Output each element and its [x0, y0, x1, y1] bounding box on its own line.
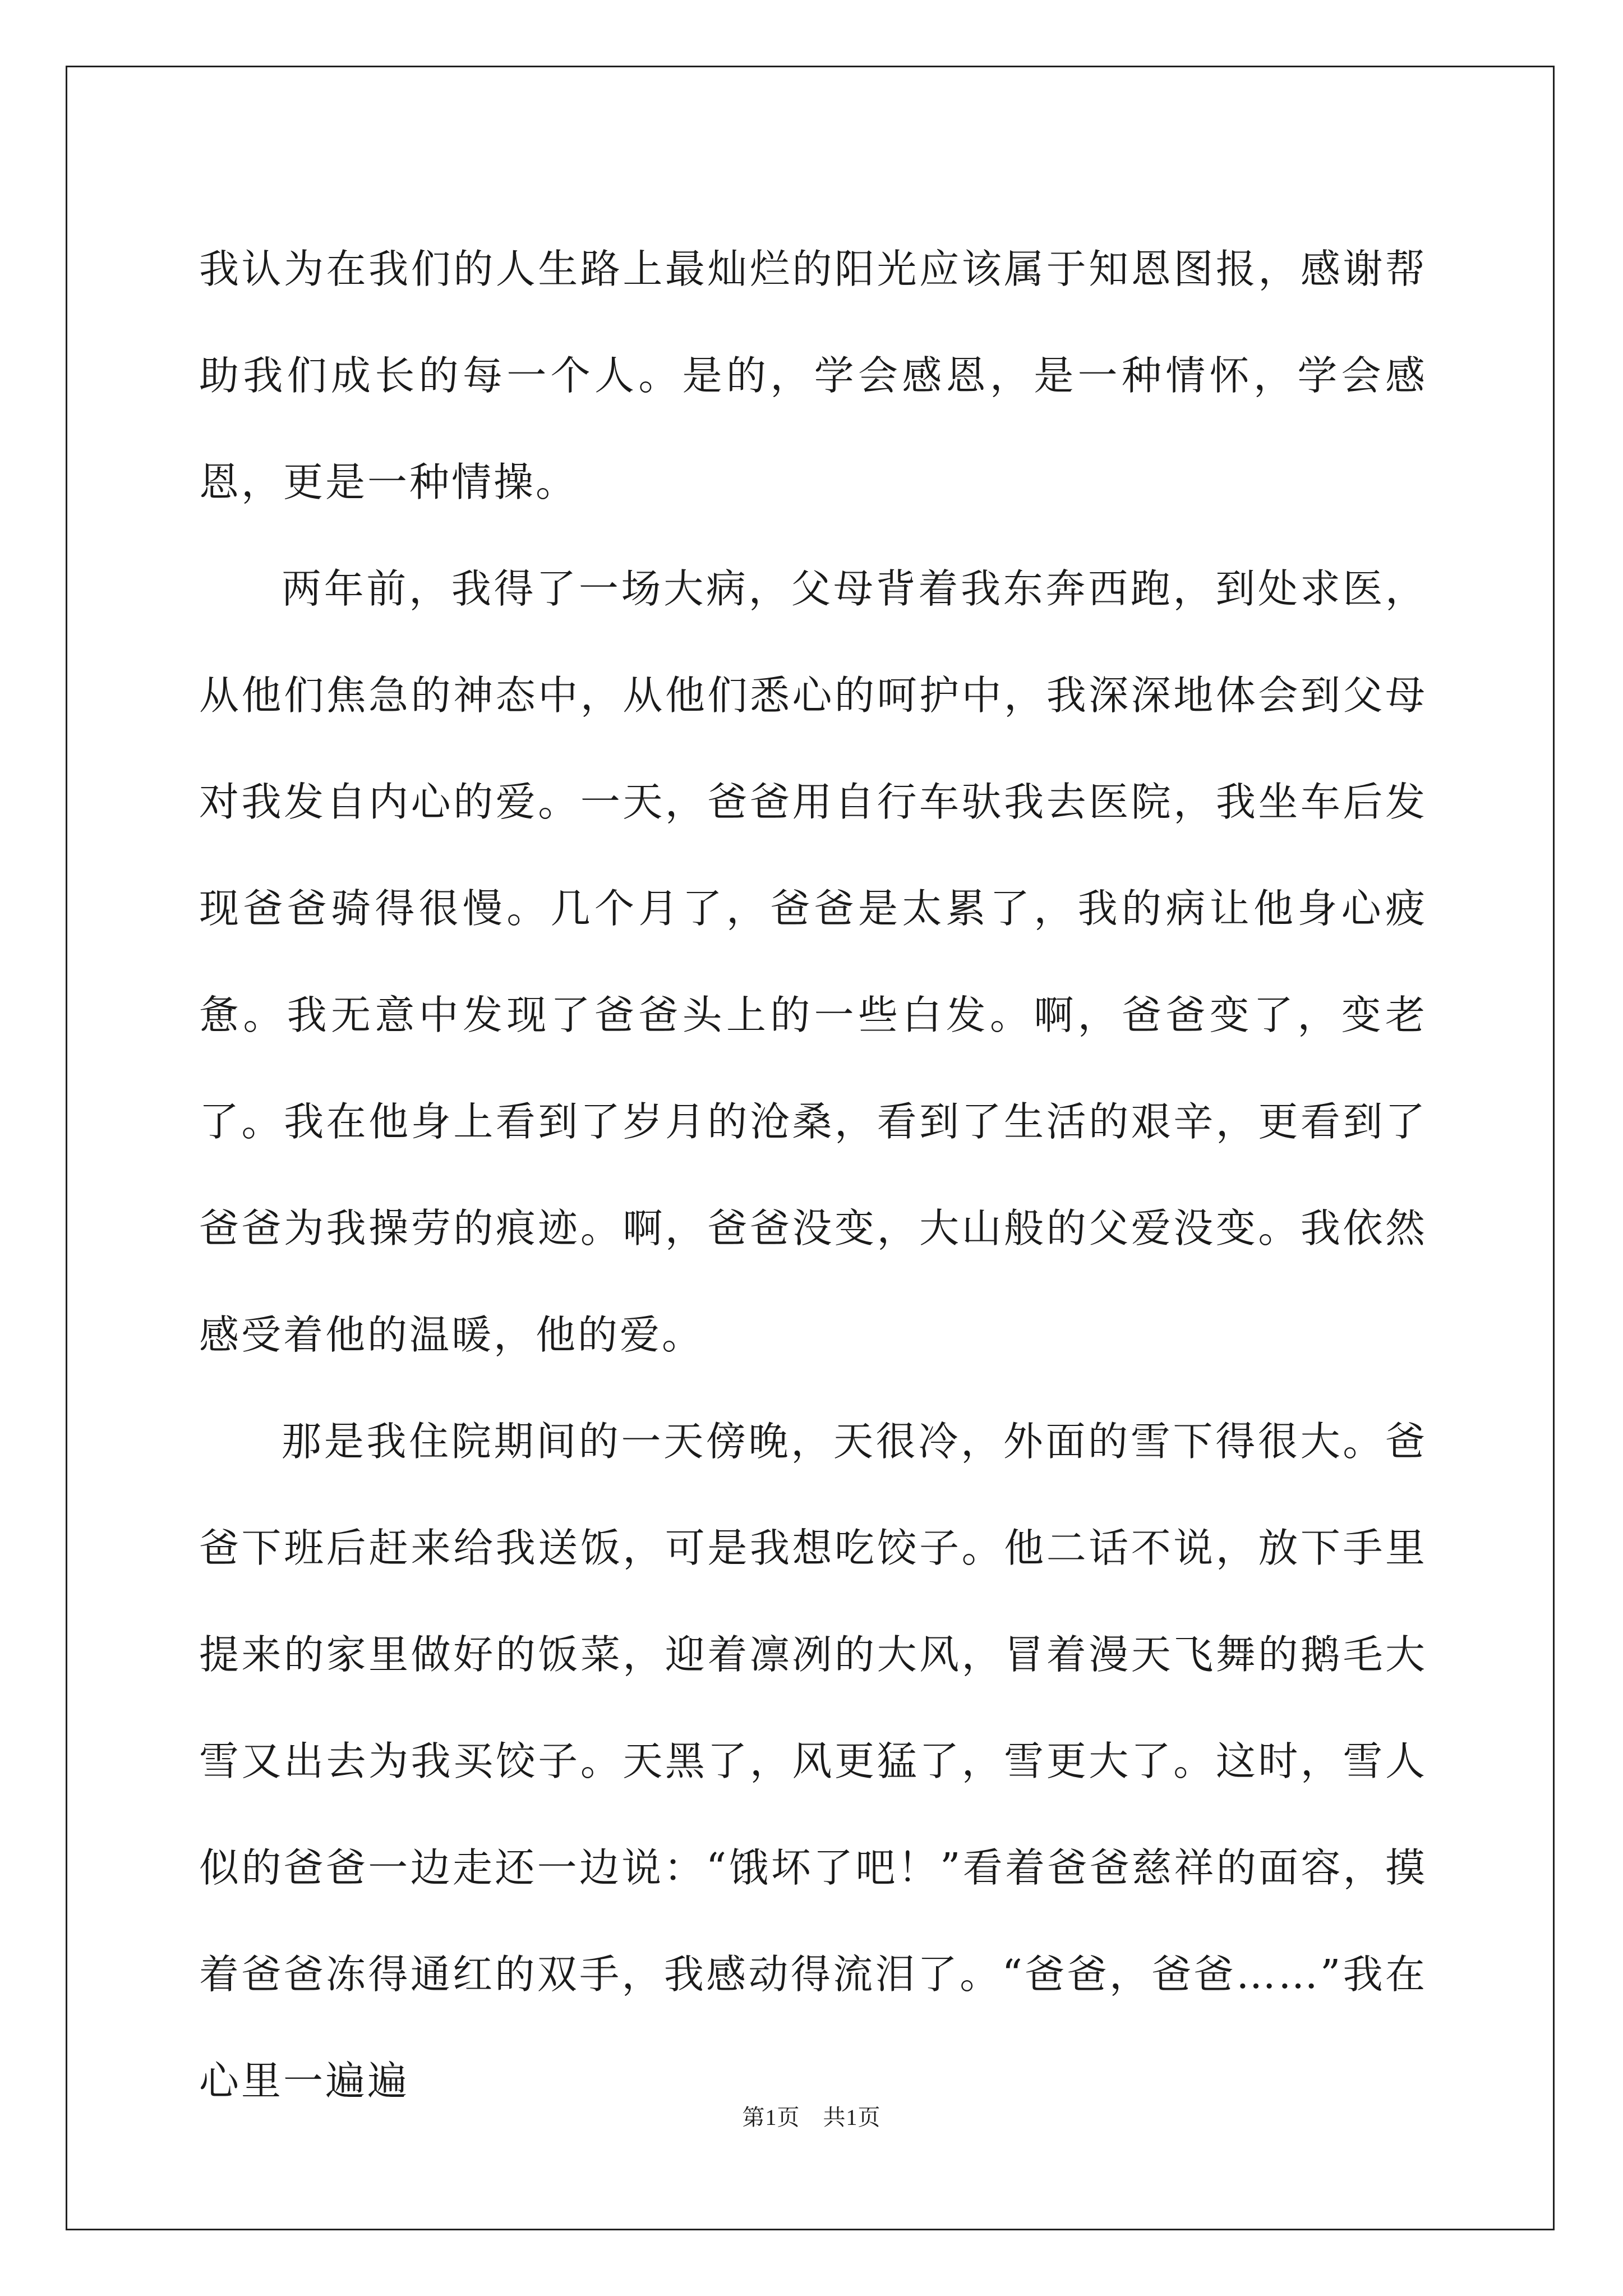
page-footer: 第1页 共1页 [742, 2105, 881, 2130]
paragraph-3: 那是我住院期间的一天傍晚，天很冷，外面的雪下得很大。爸爸下班后赶来给我送饭，可是我想吃饺子。他二话不说，放下手里提来的家里做好的饭菜，迎着凛冽的大风，冒着漫天飞舞的鹅毛大雪又出去为我买饺子。天黑了，风更猛了，雪更大了。这时，雪人似的爸爸一边走还一边说：“饿坏了吧！”看着爸爸慈祥的面容，摸着爸爸冻得通红的双手，我感动得流泪了。“爸爸，爸爸……”我在心里一遍遍 [199, 1418, 1427, 2104]
document-body [199, 216, 1427, 2134]
paragraph-1: 我认为在我们的人生路上最灿烂的阳光应该属于知恩图报，感谢帮助我们成长的每一个人。是的，学会感恩，是一种情怀，学会感恩，更是一种情操。 [199, 246, 1427, 505]
paragraph-2: 两年前，我得了一场大病，父母背着我东奔西跑，到处求医，从他们焦急的神态中，从他们悉心的呵护中，我深深地体会到父母对我发自内心的爱。一天，爸爸用自行车驮我去医院，我坐车后发现爸爸骑得很慢。几个月了，爸爸是太累了，我的病让他身心疲惫。我无意中发现了爸爸头上的一些白发。啊，爸爸变了，变老了。我在他身上看到了岁月的沧桑，看到了生活的艰辛，更看到了爸爸为我操劳的痕迹。啊，爸爸没变，大山般的父爱没变。我依然感受着他的温暖，他的爱。 [199, 565, 1427, 1358]
